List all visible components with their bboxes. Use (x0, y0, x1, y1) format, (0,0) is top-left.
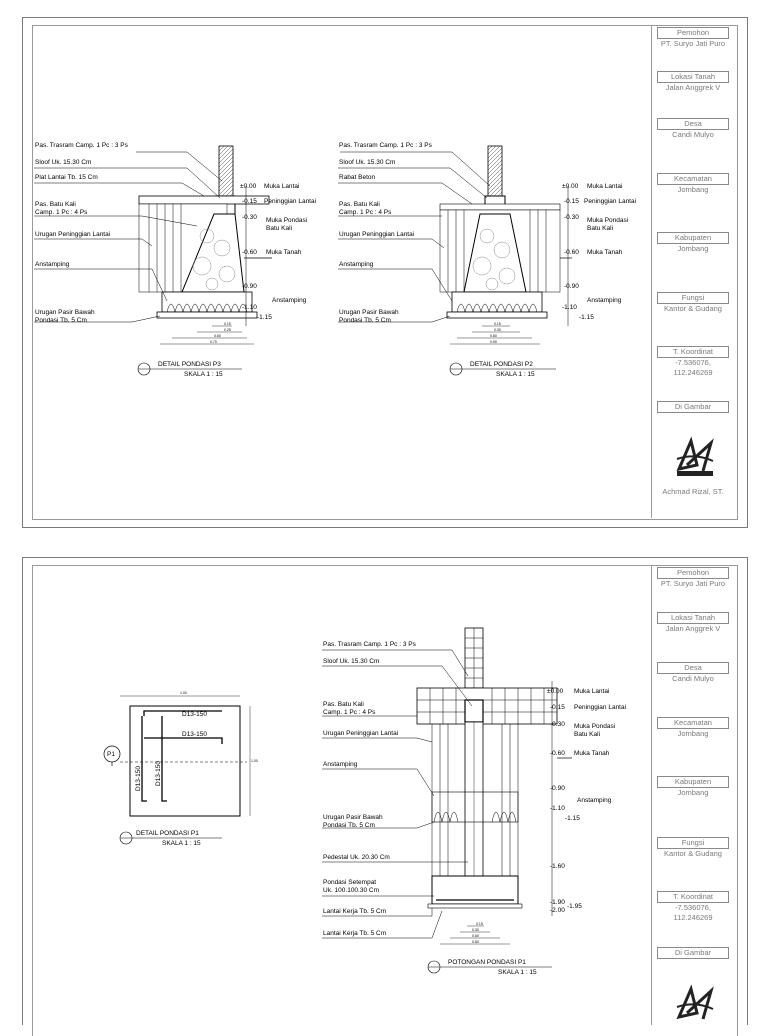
p1-sec-label-8: Pedestal Uk. 20.30 Cm (323, 854, 390, 861)
tb2-value-5: Kantor & Gudang (664, 849, 722, 858)
tb1-label-6: T. Koordinat (657, 346, 729, 358)
p1-sec-level-0: ±0.00 (547, 688, 564, 695)
p1-sec-level-6: Batu Kali (574, 731, 601, 738)
title-block-1 (651, 25, 735, 518)
p1-sec-level-7: -0.60 (550, 750, 565, 757)
tb2-value-6: -7.536076, 112.246269 (673, 903, 713, 922)
p2-level-2: -0.15 (564, 198, 579, 205)
tb2-label-3: Kecamatan (657, 717, 729, 729)
p1-sec-level-14: -1.90 (550, 899, 565, 906)
tb2-label-7: Di Gambar (657, 947, 729, 959)
tb2-label-4: Kabupaten (657, 776, 729, 788)
p2-level-5: Muka Pondasi (587, 217, 629, 224)
p1-sec-label-0: Pas. Trasram Camp. 1 Pc : 3 Ps (323, 641, 416, 648)
tb1-label-4: Kabupaten (657, 232, 729, 244)
p2-level-8: Muka Tanah (587, 249, 623, 256)
p1-sec-label-2: Pas. Batu Kali (323, 701, 364, 708)
p1-sec-level-1: Muka Lantai (574, 688, 610, 695)
drawing-sheet-1 (22, 17, 748, 528)
p3-label-5: Urugan Peninggian Lantai (35, 231, 111, 238)
potongan-p1 (322, 628, 626, 976)
p1-sec-title: POTONGAN PONDASI P1 (448, 959, 526, 966)
p3-label-6: Anstamping (35, 261, 70, 268)
tb1-value-6: -7.536076, 112.246269 (673, 358, 713, 377)
p1-plan-rebar-v2: D13-150 (155, 761, 162, 786)
p1-sec-level-16: -1.95 (567, 903, 582, 910)
p2-label-6: Anstamping (339, 261, 374, 268)
p1-plan-dim-h: 1.00 (251, 759, 258, 763)
tb2-value-0: PT. Suryo Jati Puro (660, 579, 726, 588)
p3-label-4: Camp. 1 Pc : 4 Ps (35, 209, 88, 216)
tb1-label-3: Kecamatan (657, 173, 729, 185)
p2-label-5: Urugan Peninggian Lantai (339, 231, 415, 238)
p1-sec-label-6: Urugan Pasir Bawah (323, 814, 383, 821)
p1-sec-level-3: Peninggian Lantai (574, 704, 627, 711)
p1-sec-scale: SKALA 1 : 15 (498, 969, 537, 976)
p1-plan-scale: SKALA 1 : 15 (162, 840, 201, 847)
tb1-label-5: Fungsi (657, 292, 729, 304)
tb2-label-2: Desa (657, 662, 729, 674)
p1-sec-level-12: -1.15 (565, 815, 580, 822)
p1-sec-label-3: Camp. 1 Pc : 4 Ps (323, 709, 376, 716)
p1-sec-label-12: Lantai Kerja Tb. 5 Cm (323, 930, 387, 937)
p2-dim-0: 0.15 (494, 322, 501, 326)
p3-level-8: Muka Tanah (266, 249, 302, 256)
p1-sec-label-10: Uk. 100.100.30 Cm (323, 887, 380, 894)
p2-label-1: Sloof Uk. 15.30 Cm (339, 159, 396, 166)
p3-level-0: ±0.00 (240, 183, 257, 190)
p1-plan-title: DETAIL PONDASI P1 (136, 830, 199, 837)
p1-sec-label-11: Lantai Kerja Tb. 5 Cm (323, 908, 387, 915)
tb1-label-2: Desa (657, 118, 729, 130)
p1-plan-rebar-mid: D13-150 (182, 731, 207, 738)
p3-level-6: Batu Kali (266, 225, 293, 232)
p2-scale: SKALA 1 : 15 (496, 371, 535, 378)
p3-level-9: -0.90 (242, 283, 257, 290)
p3-dim-1: 0.25 (224, 328, 231, 332)
p2-level-9: -0.90 (564, 283, 579, 290)
tb2-value-1: Jalan Anggrek V (665, 624, 721, 633)
p2-label-2: Rabat Beton (339, 174, 376, 181)
p1-sec-label-5: Anstamping (323, 761, 358, 768)
p2-label-0: Pas. Trasram Camp. 1 Pc : 3 Ps (339, 142, 432, 149)
p2-label-8: Pondasi Tb. 5 Cm (339, 317, 391, 324)
p3-label-1: Sloof Uk. 15.30 Cm (35, 159, 92, 166)
tb2-label-5: Fungsi (657, 837, 729, 849)
p1-sec-level-13: -1.60 (550, 863, 565, 870)
tb2-value-2: Candi Mulyo (672, 674, 714, 683)
p1-sec-level-2: -0.15 (550, 704, 565, 711)
detail-p1-plan (104, 691, 258, 847)
p2-level-0: ±0.00 (562, 183, 579, 190)
tb2-label-0: Pemohon (657, 567, 729, 579)
p2-level-11: -1.10 (562, 304, 577, 311)
detail-p3 (34, 142, 316, 378)
tb2-value-4: Jombang (677, 788, 709, 797)
p1-sec-level-5: Muka Pondasi (574, 723, 616, 730)
p1-sec-level-10: Anstamping (577, 797, 612, 804)
tb1-value-0: PT. Suryo Jati Puro (660, 39, 726, 48)
p2-dim-1: 0.30 (494, 328, 501, 332)
tb1-label-1: Lokasi Tanah (657, 71, 729, 83)
p3-level-11: -1.10 (242, 304, 257, 311)
p1-sec-label-1: Sloof Uk. 15.30 Cm (323, 658, 380, 665)
p2-dim-2: 0.80 (490, 334, 497, 338)
p2-level-12: -1.15 (579, 314, 594, 321)
p3-label-7: Urugan Pasir Bawah (35, 309, 95, 316)
p3-label-2: Plat Lantai Tb. 15 Cm (35, 174, 98, 181)
p2-level-6: Batu Kali (587, 225, 614, 232)
p2-label-3: Pas. Batu Kali (339, 201, 380, 208)
p3-label-8: Pondasi Tb. 5 Cm (35, 317, 87, 324)
p3-level-2: -0.15 (242, 198, 257, 205)
p3-level-4: -0.30 (242, 214, 257, 221)
p2-title: DETAIL PONDASI P2 (470, 361, 533, 368)
p1-plan-rebar-top: D13-150 (182, 711, 207, 718)
p3-level-3: Peninggian Lantai (264, 198, 317, 205)
p3-scale: SKALA 1 : 15 (184, 371, 223, 378)
p3-dim-2: 0.60 (214, 334, 221, 338)
company-logo-icon (673, 435, 717, 479)
p3-dim-3: 0.70 (210, 340, 217, 344)
p3-title: DETAIL PONDASI P3 (158, 361, 221, 368)
tb1-value-5: Kantor & Gudang (664, 304, 722, 313)
p2-level-7: -0.60 (564, 249, 579, 256)
p1-sec-dim-3: 0.80 (472, 940, 479, 944)
p3-level-1: Muka Lantai (264, 183, 300, 190)
p1-sec-dim-1: 0.30 (472, 928, 479, 932)
detail-p2 (338, 142, 636, 378)
p1-sec-dim-0: 0.15 (476, 922, 483, 926)
p2-level-4: -0.30 (564, 214, 579, 221)
tb1-label-7: Di Gambar (657, 401, 729, 413)
p1-sec-level-8: Muka Tanah (574, 750, 610, 757)
p1-sec-label-4: Urugan Peninggian Lantai (323, 730, 399, 737)
tb2-label-1: Lokasi Tanah (657, 612, 729, 624)
title-block-2 (651, 565, 735, 1025)
sheet-2-drawings (32, 566, 652, 1026)
p2-level-3: Peninggian Lantai (584, 198, 637, 205)
p1-plan-tag: P1 (107, 751, 115, 758)
p1-plan-rebar-v1: D13-150 (135, 766, 142, 791)
p2-label-7: Urugan Pasir Bawah (339, 309, 399, 316)
p2-label-4: Camp. 1 Pc : 4 Ps (339, 209, 392, 216)
tb1-value-3: Jombang (677, 185, 709, 194)
p3-level-5: Muka Pondasi (266, 217, 308, 224)
tb1-label-0: Pemohon (657, 27, 729, 39)
sheet-1-drawings (32, 26, 652, 516)
p1-plan-dim-w: 1.00 (180, 691, 187, 695)
tb1-value-4: Jombang (677, 244, 709, 253)
p1-sec-level-15: -2.00 (550, 907, 565, 914)
p1-sec-level-9: -0.90 (550, 785, 565, 792)
tb1-drafter: Achmad Rizal, ST. (662, 487, 724, 496)
p3-level-12: -1.15 (257, 314, 272, 321)
p1-sec-level-4: -0.30 (550, 721, 565, 728)
drawing-sheet-2 (22, 557, 748, 1025)
p1-sec-level-11: -1.10 (550, 805, 565, 812)
tb2-label-6: T. Koordinat (657, 891, 729, 903)
company-logo-icon-2 (673, 983, 717, 1027)
p3-label-0: Pas. Trasram Camp. 1 Pc : 3 Ps (35, 142, 128, 149)
p1-sec-label-9: Pondasi Setempat (323, 879, 377, 886)
p1-sec-label-7: Pondasi Tb. 5 Cm (323, 822, 375, 829)
p1-sec-dim-2: 0.60 (472, 934, 479, 938)
p2-dim-3: 0.90 (490, 340, 497, 344)
p2-level-1: Muka Lantai (587, 183, 623, 190)
tb1-value-2: Candi Mulyo (672, 130, 714, 139)
p2-level-10: Anstamping (587, 297, 622, 304)
tb1-value-1: Jalan Anggrek V (665, 83, 721, 92)
p3-dim-0: 0.15 (224, 322, 231, 326)
p3-level-7: -0.60 (242, 249, 257, 256)
p3-level-10: Anstamping (272, 297, 307, 304)
p3-label-3: Pas. Batu Kali (35, 201, 76, 208)
tb2-value-3: Jombang (677, 729, 709, 738)
